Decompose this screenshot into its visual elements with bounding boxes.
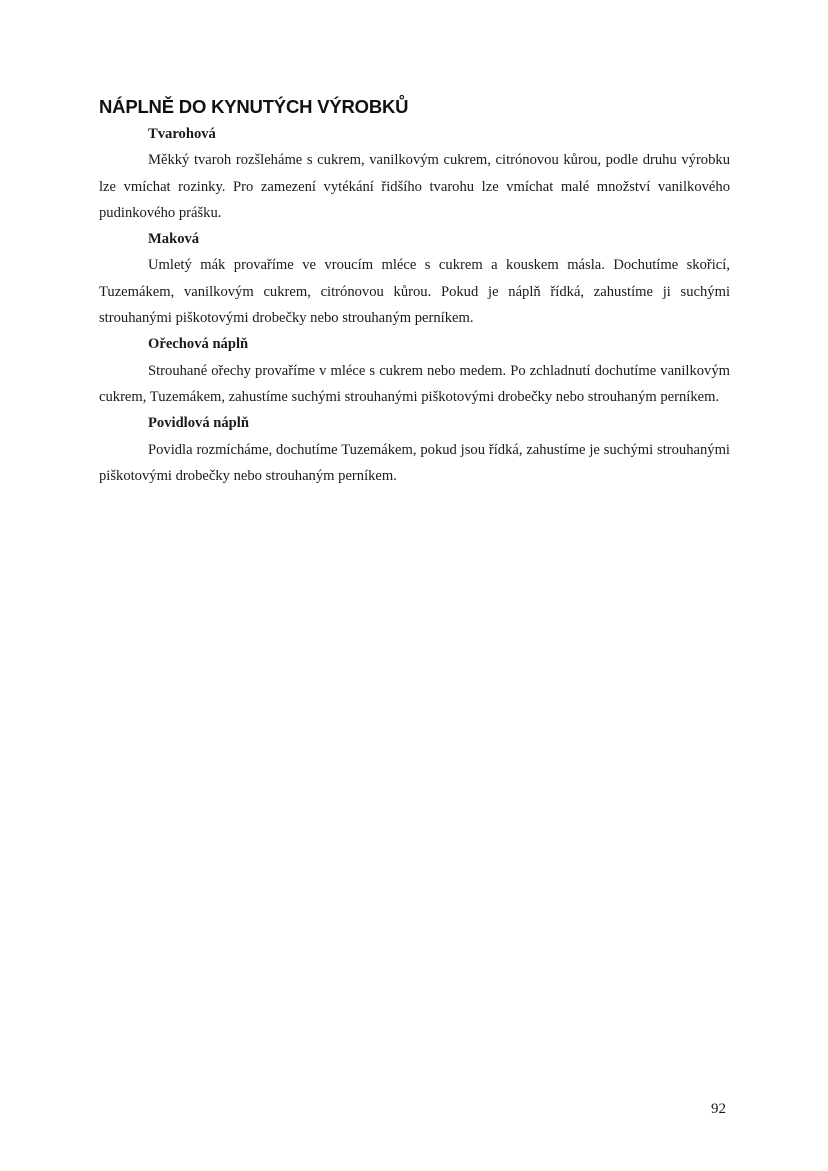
document-body (99, 121, 730, 489)
section-paragraph: Povidla rozmícháme, dochutíme Tuzemákem, pokud jsou řídká, zahustíme je suchými strouhanými piškotovými drobečky nebo strouhaným perníkem. (99, 441, 730, 484)
section-heading: Tvarohová (148, 126, 216, 142)
section-heading: Ořechová náplň (148, 336, 249, 353)
page-number: 92 (711, 1101, 726, 1117)
section-orechova (99, 331, 730, 410)
section-povidlova (99, 410, 730, 489)
section-tvarohova (99, 121, 730, 226)
section-paragraph: Měkký tvaroh rozšleháme s cukrem, vanilkovým cukrem, citrónovou kůrou, podle druhu výrobku lze vmíchat rozinky. Pro zamezení vytékání řidšího tvarohu lze vmíchat malé množství vanilkového pudinkového prášku. (99, 152, 730, 221)
section-makova (99, 226, 730, 331)
page-title: NÁPLNĚ DO KYNUTÝCH VÝROBKŮ (99, 96, 409, 117)
section-heading: Maková (148, 231, 200, 248)
section-paragraph: Umletý mák provaříme ve vroucím mléce s cukrem a kouskem másla. Dochutíme skořicí, Tuzemákem, vanilkovým cukrem, citrónovou kůrou. Pokud je náplň řídká, zahustíme ji suchými strouhanými piškotovými drobečky nebo strouhaným perníkem. (99, 257, 730, 327)
section-paragraph: Strouhané ořechy provaříme v mléce s cukrem nebo medem. Po zchladnutí dochutíme vanilkovým cukrem, Tuzemákem, zahustíme suchými strouhanými piškotovými drobečky nebo strouhaným perníkem. (99, 362, 730, 405)
section-heading: Povidlová náplň (148, 415, 249, 432)
